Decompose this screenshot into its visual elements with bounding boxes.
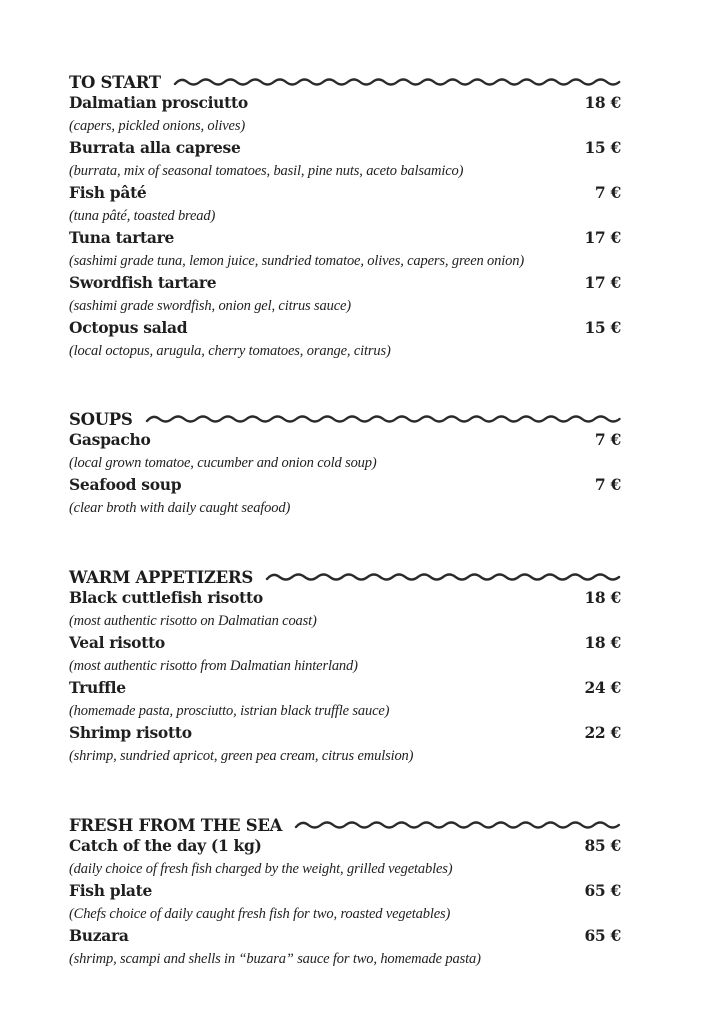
- wave-line: [296, 823, 619, 828]
- wave-divider-icon: [265, 570, 621, 584]
- wave-line: [147, 417, 619, 422]
- item-description: (tuna pâté, toasted bread): [69, 208, 216, 224]
- item-price: 7 €: [594, 183, 621, 202]
- menu-item: [69, 430, 621, 475]
- menu-item: [69, 183, 621, 228]
- item-name: Burrata alla caprese: [69, 138, 241, 157]
- wave-divider-icon: [173, 75, 621, 89]
- item-name: Tuna tartare: [69, 228, 175, 247]
- item-description: (capers, pickled onions, olives): [69, 118, 245, 134]
- item-price: 7 €: [594, 430, 621, 449]
- item-description: (burrata, mix of seasonal tomatoes, basil, pine nuts, aceto balsamico): [69, 163, 464, 179]
- section-header: [69, 814, 621, 836]
- menu-item: [69, 926, 621, 971]
- menu-item: [69, 93, 621, 138]
- item-price: 65 €: [584, 881, 621, 900]
- item-name: Black cuttlefish risotto: [69, 588, 263, 607]
- item-name: Fish pâté: [69, 183, 147, 202]
- section-soups: [69, 408, 621, 520]
- item-price: 22 €: [584, 723, 621, 742]
- item-description: (most authentic risotto from Dalmatian hinterland): [69, 658, 358, 674]
- menu-item: [69, 678, 621, 723]
- item-description: (daily choice of fresh fish charged by the weight, grilled vegetables): [69, 861, 453, 877]
- menu-item: [69, 633, 621, 678]
- item-description: (homemade pasta, prosciutto, istrian black truffle sauce): [69, 703, 390, 719]
- section-title: SOUPS: [69, 409, 133, 429]
- menu-item: [69, 318, 621, 363]
- item-description: (sashimi grade tuna, lemon juice, sundried tomatoe, olives, capers, green onion): [69, 253, 525, 269]
- item-description: (shrimp, scampi and shells in “buzara” sauce for two, homemade pasta): [69, 951, 481, 967]
- item-price: 17 €: [584, 228, 621, 247]
- wave-divider-icon: [294, 818, 621, 832]
- item-name: Buzara: [69, 926, 129, 945]
- item-description: (local grown tomatoe, cucumber and onion cold soup): [69, 455, 377, 471]
- item-name: Seafood soup: [69, 475, 182, 494]
- wave-line: [175, 80, 619, 85]
- section-header: [69, 566, 621, 588]
- menu-item: [69, 228, 621, 273]
- menu-item: [69, 588, 621, 633]
- menu-item: [69, 138, 621, 183]
- item-name: Fish plate: [69, 881, 153, 900]
- item-description: (sashimi grade swordfish, onion gel, citrus sauce): [69, 298, 351, 314]
- item-description: (clear broth with daily caught seafood): [69, 500, 291, 516]
- item-price: 18 €: [584, 588, 621, 607]
- section-title: FRESH FROM THE SEA: [69, 815, 283, 835]
- section-header: [69, 408, 621, 430]
- item-price: 15 €: [584, 138, 621, 157]
- item-description: (Chefs choice of daily caught fresh fish for two, roasted vegetables): [69, 906, 451, 922]
- item-name: Veal risotto: [69, 633, 165, 652]
- item-price: 7 €: [594, 475, 621, 494]
- menu-item: [69, 273, 621, 318]
- menu-item: [69, 881, 621, 926]
- item-description: (shrimp, sundried apricot, green pea cream, citrus emulsion): [69, 748, 414, 764]
- section-title: WARM APPETIZERS: [69, 567, 253, 587]
- wave-divider-icon: [145, 412, 621, 426]
- section-header: [69, 71, 621, 93]
- item-price: 17 €: [584, 273, 621, 292]
- item-name: Octopus salad: [69, 318, 188, 337]
- menu-item: [69, 836, 621, 881]
- menu-item: [69, 723, 621, 768]
- item-description: (local octopus, arugula, cherry tomatoes, orange, citrus): [69, 343, 391, 359]
- item-name: Swordfish tartare: [69, 273, 217, 292]
- item-description: (most authentic risotto on Dalmatian coast): [69, 613, 317, 629]
- item-price: 15 €: [584, 318, 621, 337]
- item-price: 18 €: [584, 93, 621, 112]
- item-price: 65 €: [584, 926, 621, 945]
- item-name: Catch of the day (1 kg): [69, 836, 262, 855]
- menu-item: [69, 475, 621, 520]
- section-fresh-from-the-sea: [69, 814, 621, 971]
- section-to-start: [69, 71, 621, 363]
- item-name: Truffle: [69, 678, 126, 697]
- item-name: Dalmatian prosciutto: [69, 93, 248, 112]
- section-warm-appetizers: [69, 566, 621, 768]
- section-title: TO START: [69, 72, 161, 92]
- item-price: 24 €: [584, 678, 621, 697]
- item-price: 85 €: [584, 836, 621, 855]
- item-name: Shrimp risotto: [69, 723, 192, 742]
- wave-line: [267, 575, 619, 580]
- item-name: Gaspacho: [69, 430, 151, 449]
- item-price: 18 €: [584, 633, 621, 652]
